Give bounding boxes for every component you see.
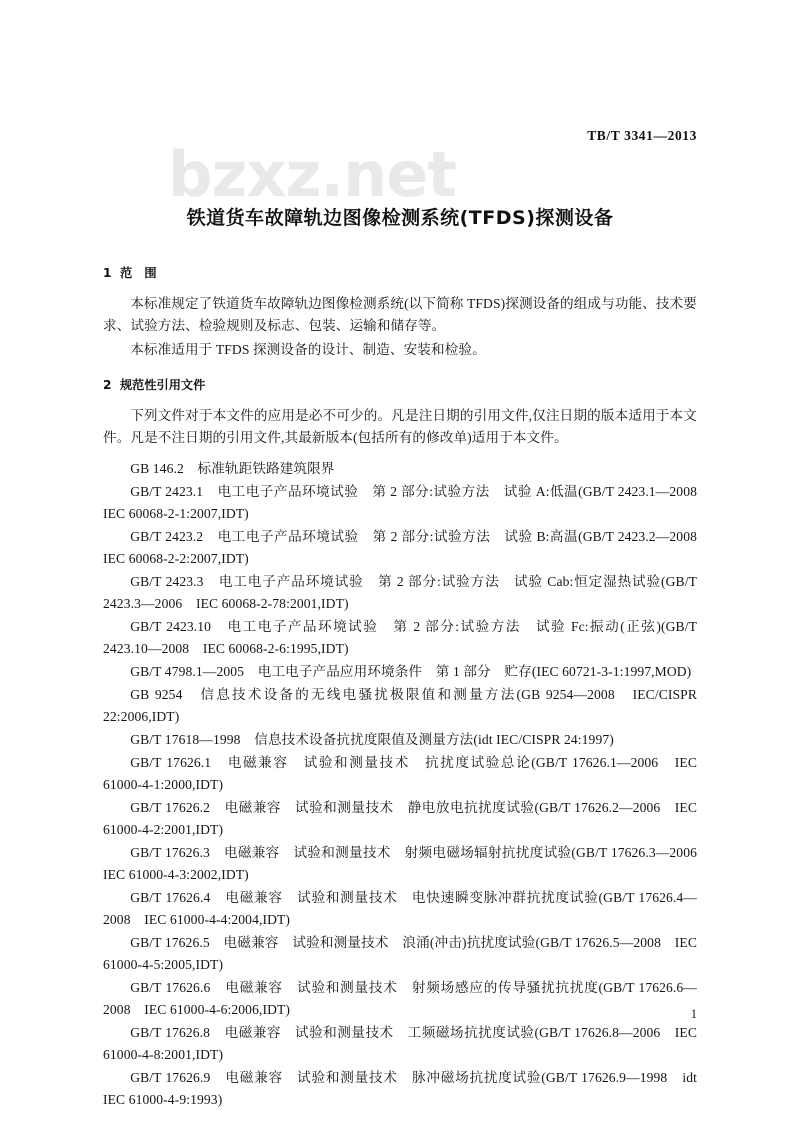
- scope-paragraph-2: 本标准适用于 TFDS 探测设备的设计、制造、安装和检验。: [130, 341, 486, 357]
- section-normative-references: [103, 377, 711, 1112]
- section-number-2: 2: [103, 377, 112, 392]
- section-title-1: 范 围: [120, 265, 157, 280]
- list-item: GB/T 4798.1—2005 电工电子产品应用环境条件 第 1 部分 贮存(IEC 60721-3-1:1997,MOD): [130, 664, 692, 680]
- page-title: 铁道货车故障轨边图像检测系统(TFDS)探测设备: [186, 207, 614, 229]
- list-item: GB/T 2423.10 电工电子产品环境试验 第 2 部分:试验方法 试验 Fc:振动(正弦)(GB/T 2423.10—2008 IEC 60068-2-6:1995,IDT): [103, 619, 697, 657]
- list-item: GB/T 2423.2 电工电子产品环境试验 第 2 部分:试验方法 试验 B:高温(GB/T 2423.2—2008 IEC 60068-2-2:2007,IDT): [103, 528, 711, 566]
- section-title-2: 规范性引用文件: [120, 377, 206, 392]
- list-item: GB 146.2 标准轨距铁路建筑限界: [130, 460, 335, 476]
- list-item: GB/T 17626.1 电磁兼容 试验和测量技术 抗扰度试验总论(GB/T 17626.1—2006 IEC 61000-4-1:2000,IDT): [103, 755, 697, 793]
- section-heading-1: [103, 265, 697, 282]
- document-content: [103, 206, 711, 1112]
- list-item: GB/T 17626.8 电磁兼容 试验和测量技术 工频磁场抗扰度试验(GB/T 17626.8—2006 IEC 61000-4-8:2001,IDT): [103, 1025, 697, 1063]
- list-item: GB/T 17626.3 电磁兼容 试验和测量技术 射频电磁场辐射抗扰度试验(GB/T 17626.3—2006 IEC 61000-4-3:2002,IDT): [103, 845, 711, 883]
- list-item: GB/T 2423.3 电工电子产品环境试验 第 2 部分:试验方法 试验 Cab:恒定湿热试验(GB/T 2423.3—2006 IEC 60068-2-78:2001,IDT): [103, 574, 697, 612]
- list-item: GB 9254 信息技术设备的无线电骚扰极限值和测量方法(GB 9254—2008 IEC/CISPR 22:2006,IDT): [103, 687, 697, 725]
- list-item: GB/T 17626.2 电磁兼容 试验和测量技术 静电放电抗扰度试验(GB/T 17626.2—2006 IEC 61000-4-2:2001,IDT): [103, 800, 697, 838]
- list-item: GB/T 17618—1998 信息技术设备抗扰度限值及测量方法(idt IEC/CISPR 24:1997): [130, 732, 614, 748]
- list-item: GB/T 17626.5 电磁兼容 试验和测量技术 浪涌(冲击)抗扰度试验(GB/T 17626.5—2008 IEC 61000-4-5:2005,IDT): [103, 935, 697, 973]
- list-item: GB/T 17626.4 电磁兼容 试验和测量技术 电快速瞬变脉冲群抗扰度试验(GB/T 17626.4—2008 IEC 61000-4-4:2004,IDT): [103, 890, 697, 928]
- list-item: GB/T 17626.9 电磁兼容 试验和测量技术 脉冲磁场抗扰度试验(GB/T 17626.9—1998 idt IEC 61000-4-9:1993): [103, 1070, 697, 1108]
- page-number: 1: [690, 1007, 697, 1021]
- section-heading-2: [103, 377, 697, 394]
- reference-list: [103, 458, 711, 1111]
- list-item: GB/T 17626.6 电磁兼容 试验和测量技术 射频场感应的传导骚扰抗扰度(GB/T 17626.6—2008 IEC 61000-4-6:2006,IDT): [103, 980, 697, 1018]
- standard-code-header: TB/T 3341—2013: [587, 128, 697, 143]
- normative-intro-paragraph: 下列文件对于本文件的应用是必不可少的。凡是注日期的引用文件,仅注日期的版本适用于本文件。凡是不注日期的引用文件,其最新版本(包括所有的修改单)适用于本文件。: [103, 407, 697, 445]
- section-scope: [103, 265, 697, 361]
- list-item: GB/T 2423.1 电工电子产品环境试验 第 2 部分:试验方法 试验 A:低温(GB/T 2423.1—2008 IEC 60068-2-1:2007,IDT): [103, 483, 711, 521]
- section-number-1: 1: [103, 265, 112, 280]
- scope-paragraph-1: 本标准规定了铁道货车故障轨边图像检测系统(以下简称 TFDS)探测设备的组成与功能、技术要求、试验方法、检验规则及标志、包装、运输和储存等。: [103, 295, 697, 333]
- watermark-bzxz: bzxz.net: [168, 138, 456, 211]
